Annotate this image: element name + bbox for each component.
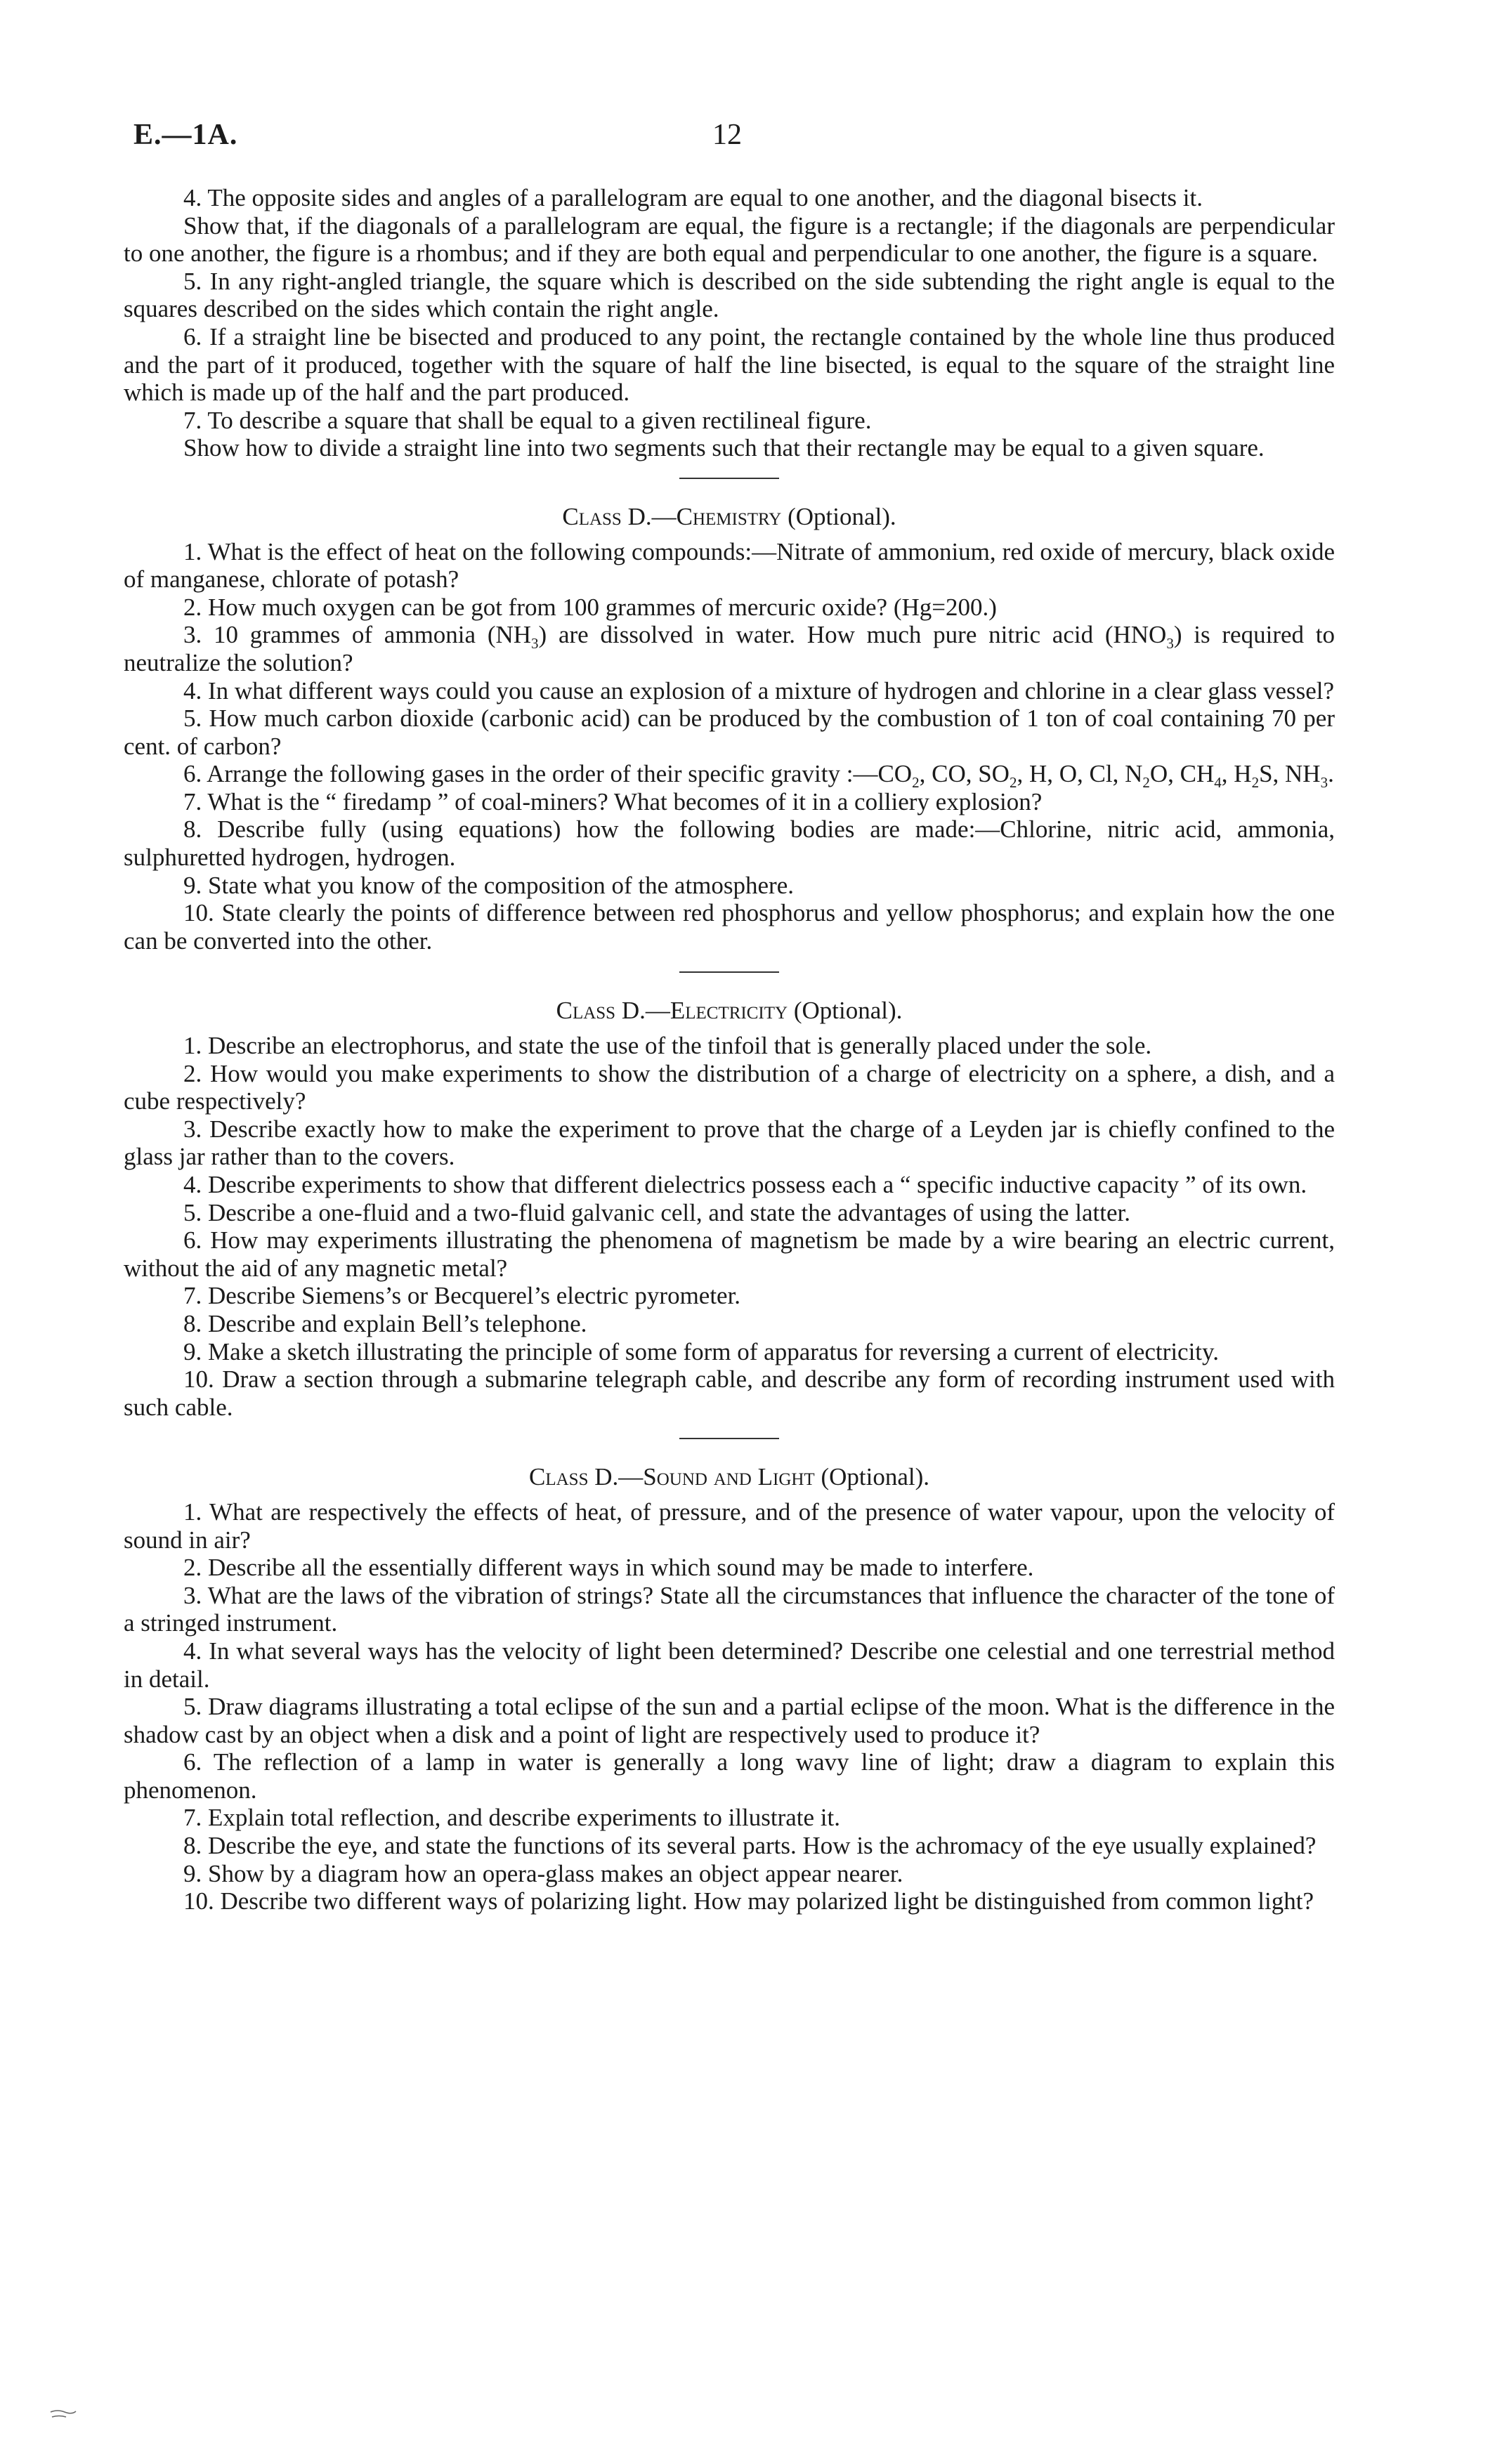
chemistry-section	[124, 503, 1335, 955]
question-paragraph: 10. Describe two different ways of polarizing light. How may polarized light be distinguished from common light?	[183, 1887, 1314, 1915]
section-divider	[679, 478, 779, 479]
question-paragraph: 4. The opposite sides and angles of a parallelogram are equal to one another, and the diagonal bisects it.	[183, 184, 1203, 211]
question-paragraph: 6. If a straight line be bisected and produced to any point, the rectangle contained by the whole line thus produced and the part of it produced, together with the square of half the line bisected, is equal to the square of the straight line which is made up of the half and the part produced.	[124, 322, 1335, 407]
question-paragraph: 2. Describe all the essentially different ways in which sound may be made to interfere.	[183, 1554, 1034, 1582]
question-paragraph: 8. Describe fully (using equations) how the following bodies are made:—Chlorine, nitric acid, ammonia, sulphuretted hydrogen, hydrogen.	[124, 815, 1335, 872]
question-paragraph: 6. The reflection of a lamp in water is generally a long wavy line of light; draw a diagram to explain this phenomenon.	[124, 1748, 1335, 1804]
geometry-section	[124, 184, 1335, 462]
section-divider	[679, 971, 779, 973]
question-paragraph: 1. What are respectively the effects of heat, of pressure, and of the presence of water vapour, upon the velocity of sound in air?	[124, 1498, 1335, 1554]
question-paragraph: 5. How much carbon dioxide (carbonic acid) can be produced by the combustion of 1 ton of coal containing 70 per cent. of carbon?	[124, 705, 1335, 760]
question-paragraph: 7. Describe Siemens’s or Becquerel’s electric pyrometer.	[183, 1282, 741, 1310]
question-paragraph: 4. In what several ways has the velocity of light been determined? Describe one celestial and one terrestrial method in detail.	[124, 1637, 1335, 1693]
question-paragraph: 6. Arrange the following gases in the order of their specific gravity $:—CO_2$, CO, $SO_2$, H, O, Cl, $N_2O$, $CH_4$, $H_2S$, $NH_3$.	[183, 760, 1334, 792]
section-divider	[679, 1438, 779, 1439]
section-heading: Class D.—Electricity (Optional).	[556, 997, 903, 1025]
question-paragraph: 5. In any right-angled triangle, the square which is described on the side subtending the right angle is equal to the squares described on the sides which contain the right angle.	[124, 267, 1335, 323]
section-heading: Class D.—Chemistry (Optional).	[562, 502, 896, 530]
question-paragraph: 2. How much oxygen can be got from 100 grammes of mercuric oxide? (Hg=200.)	[183, 593, 997, 621]
question-paragraph: 8. Describe and explain Bell’s telephone.	[183, 1309, 587, 1337]
page-number: 12	[712, 119, 742, 151]
document-body	[124, 184, 1335, 1915]
question-paragraph: 3. Describe exactly how to make the experiment to prove that the charge of a Leyden jar is chiefly confined to the glass jar rather than to the covers.	[124, 1115, 1335, 1171]
page-header	[133, 118, 1321, 160]
question-paragraph: 10. State clearly the points of difference between red phosphorus and yellow phosphorus; and explain how the one can be converted into the other.	[124, 899, 1335, 955]
question-paragraph: 7. To describe a square that shall be equal to a given rectilineal figure.	[183, 406, 872, 434]
question-paragraph: 7. What is the “ firedamp ” of coal-miners? What becomes of it in a colliery explosion?	[183, 787, 1043, 815]
section-heading: Class D.—Sound and Light (Optional).	[529, 1463, 929, 1491]
scan-mark	[49, 2409, 77, 2419]
question-paragraph: 4. Describe experiments to show that different dielectrics possess each a “ specific inductive capacity ” of its own.	[183, 1171, 1307, 1198]
question-paragraph: 1. What is the effect of heat on the following compounds:—Nitrate of ammonium, red oxide of mercury, black oxide of manganese, chlorate of potash?	[124, 537, 1335, 594]
question-paragraph: 5. Describe a one-fluid and a two-fluid galvanic cell, and state the advantages of using the latter.	[183, 1198, 1130, 1226]
question-paragraph: 10. Draw a section through a submarine telegraph cable, and describe any form of recording instrument used with such cable.	[124, 1365, 1335, 1421]
question-paragraph: 3. 10 grammes of ammonia $(NH_3)$ are dissolved in water. How much pure nitric acid $(HNO_3)$ is required to neutralize the solution?	[124, 621, 1336, 676]
sound-light-section	[124, 1463, 1335, 1915]
question-paragraph: Show that, if the diagonals of a parallelogram are equal, the figure is a rectangle; if the diagonals are perpendicular to one another, the figure is a rhombus; and if they are both equal and perpendicular to one another, the figure is a square.	[124, 211, 1335, 268]
question-paragraph: 5. Draw diagrams illustrating a total eclipse of the sun and a partial eclipse of the moon. What is the difference in the shadow cast by an object when a disk and a point of light are respectively used to produce it?	[124, 1693, 1335, 1748]
question-paragraph: 6. How may experiments illustrating the phenomena of magnetism be made by a wire bearing an electric current, without the aid of any magnetic metal?	[124, 1226, 1335, 1282]
question-paragraph: 4. In what different ways could you cause an explosion of a mixture of hydrogen and chlorine in a clear glass vessel?	[183, 676, 1335, 705]
question-paragraph: 9. Make a sketch illustrating the principle of some form of apparatus for reversing a current of electricity.	[183, 1337, 1219, 1365]
question-paragraph: 2. How would you make experiments to show the distribution of a charge of electricity on a sphere, a dish, and a cube respectively?	[124, 1059, 1335, 1115]
question-paragraph: 1. Describe an electrophorus, and state the use of the tinfoil that is generally placed under the sole.	[183, 1032, 1152, 1060]
question-paragraph: 3. What are the laws of the vibration of strings? State all the circumstances that influence the character of the tone of a stringed instrument.	[124, 1581, 1335, 1637]
question-paragraph: 9. Show by a diagram how an opera-glass makes an object appear nearer.	[183, 1859, 903, 1887]
question-paragraph: 7. Explain total reflection, and describe experiments to illustrate it.	[183, 1804, 840, 1832]
document-reference: E.—1A.	[133, 119, 238, 151]
question-paragraph: Show how to divide a straight line into two segments such that their rectangle may be equal to a given square.	[183, 434, 1265, 462]
electricity-section	[124, 997, 1335, 1421]
question-paragraph: 9. State what you know of the composition of the atmosphere.	[183, 871, 795, 899]
question-paragraph: 8. Describe the eye, and state the functions of its several parts. How is the achromacy of the eye usually explained?	[183, 1832, 1317, 1860]
